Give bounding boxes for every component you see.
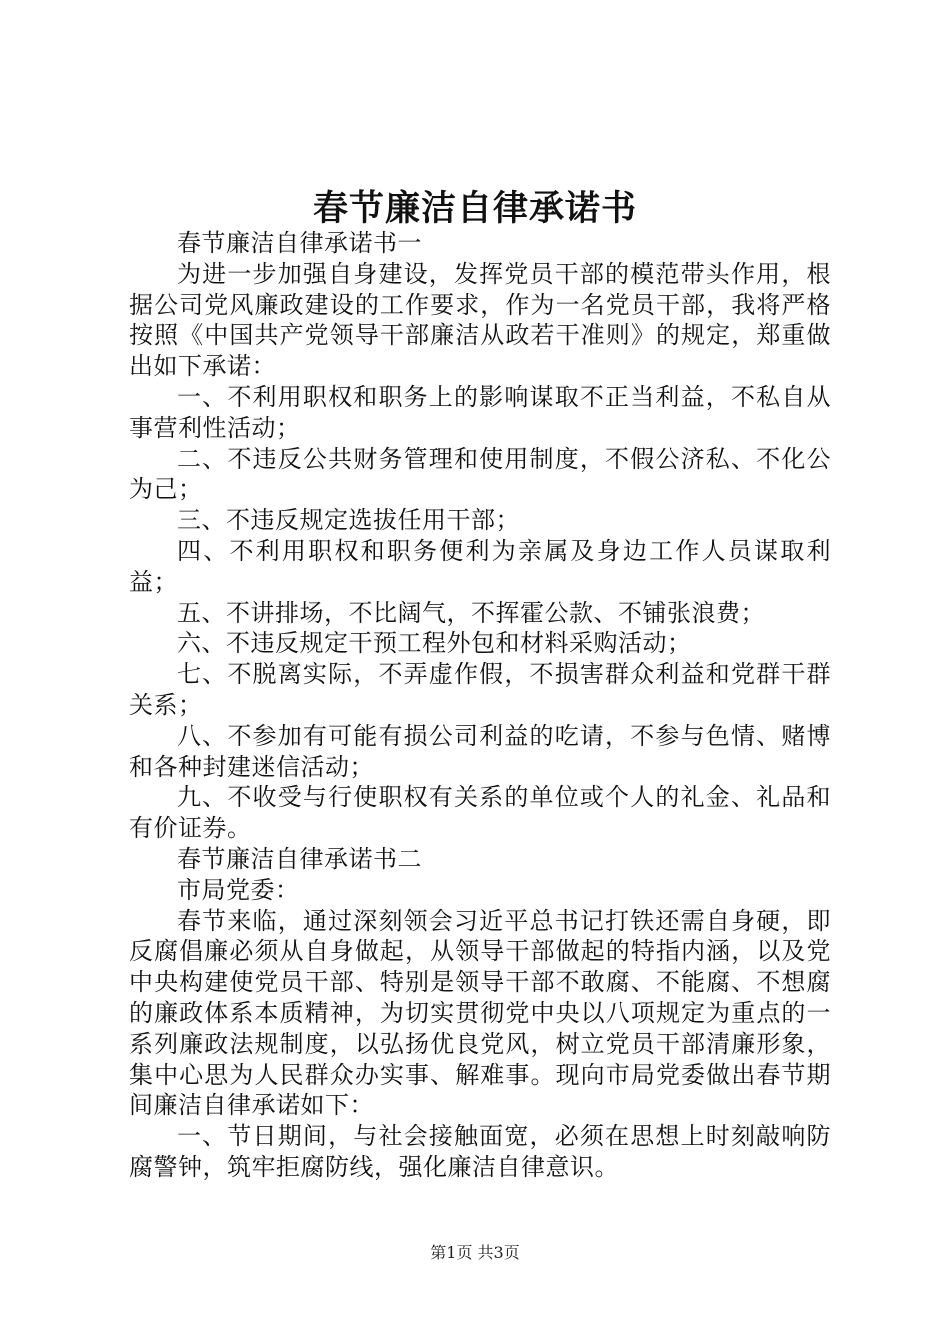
paragraph: 三、不违反规定选拔任用干部； [177, 506, 520, 535]
paragraph: 九、不收受与行使职权有关系的单位或个人的礼金、礼品和有价证券。 [129, 783, 831, 843]
paragraph: 市局党委： [177, 875, 300, 904]
page-number-footer: 第1页 共3页 [430, 1243, 520, 1262]
paragraph: 一、不利用职权和职务上的影响谋取不正当利益，不私自从事营利性活动； [129, 382, 831, 442]
paragraph: 春节来临，通过深刻领会习近平总书记打铁还需自身硬，即反腐倡廉必须从自身做起，从领导干部做起的特指内涵，以及党中央构建使党员干部、特别是领导干部不敢腐、不能腐、不想腐的廉政体系本质精神，为切实贯彻党中央以八项规定为重点的一系列廉政法规制度，以弘扬优良党风，树立党员干部清廉形象，集中心思为人民群众办实事、解难事。现向市局党委做出春节期间廉洁自律承诺如下： [129, 906, 831, 1120]
paragraph: 四、不利用职权和职务便利为亲属及身边工作人员谋取利益； [129, 536, 831, 596]
document-title: 春节廉洁自律承诺书 [312, 188, 637, 229]
paragraph: 春节廉洁自律承诺书一 [177, 229, 422, 257]
paragraph: 春节廉洁自律承诺书二 [177, 844, 422, 873]
paragraph: 六、不违反规定干预工程外包和材料采购活动； [177, 629, 692, 658]
paragraph: 八、不参加有可能有损公司利益的吃请，不参与色情、赌博和各种封建迷信活动； [129, 721, 831, 781]
document-body [129, 228, 831, 1183]
paragraph: 七、不脱离实际，不弄虚作假，不损害群众利益和党群干群关系； [129, 660, 831, 719]
paragraph: 五、不讲排场，不比阔气，不挥霍公款、不铺张浪费； [177, 598, 765, 627]
paragraph: 一、节日期间，与社会接触面宽，必须在思想上时刻敲响防腐警钟，筑牢拒腐防线，强化廉洁自律意识。 [129, 1122, 831, 1181]
paragraph: 二、不违反公共财务管理和使用制度，不假公济私、不化公为己； [129, 444, 831, 504]
paragraph: 为进一步加强自身建设，发挥党员干部的模范带头作用，根据公司党风廉政建设的工作要求，作为一名党员干部，我将严格按照《中国共产党领导干部廉洁从政若干准则》的规定，郑重做出如下承诺： [129, 259, 831, 381]
